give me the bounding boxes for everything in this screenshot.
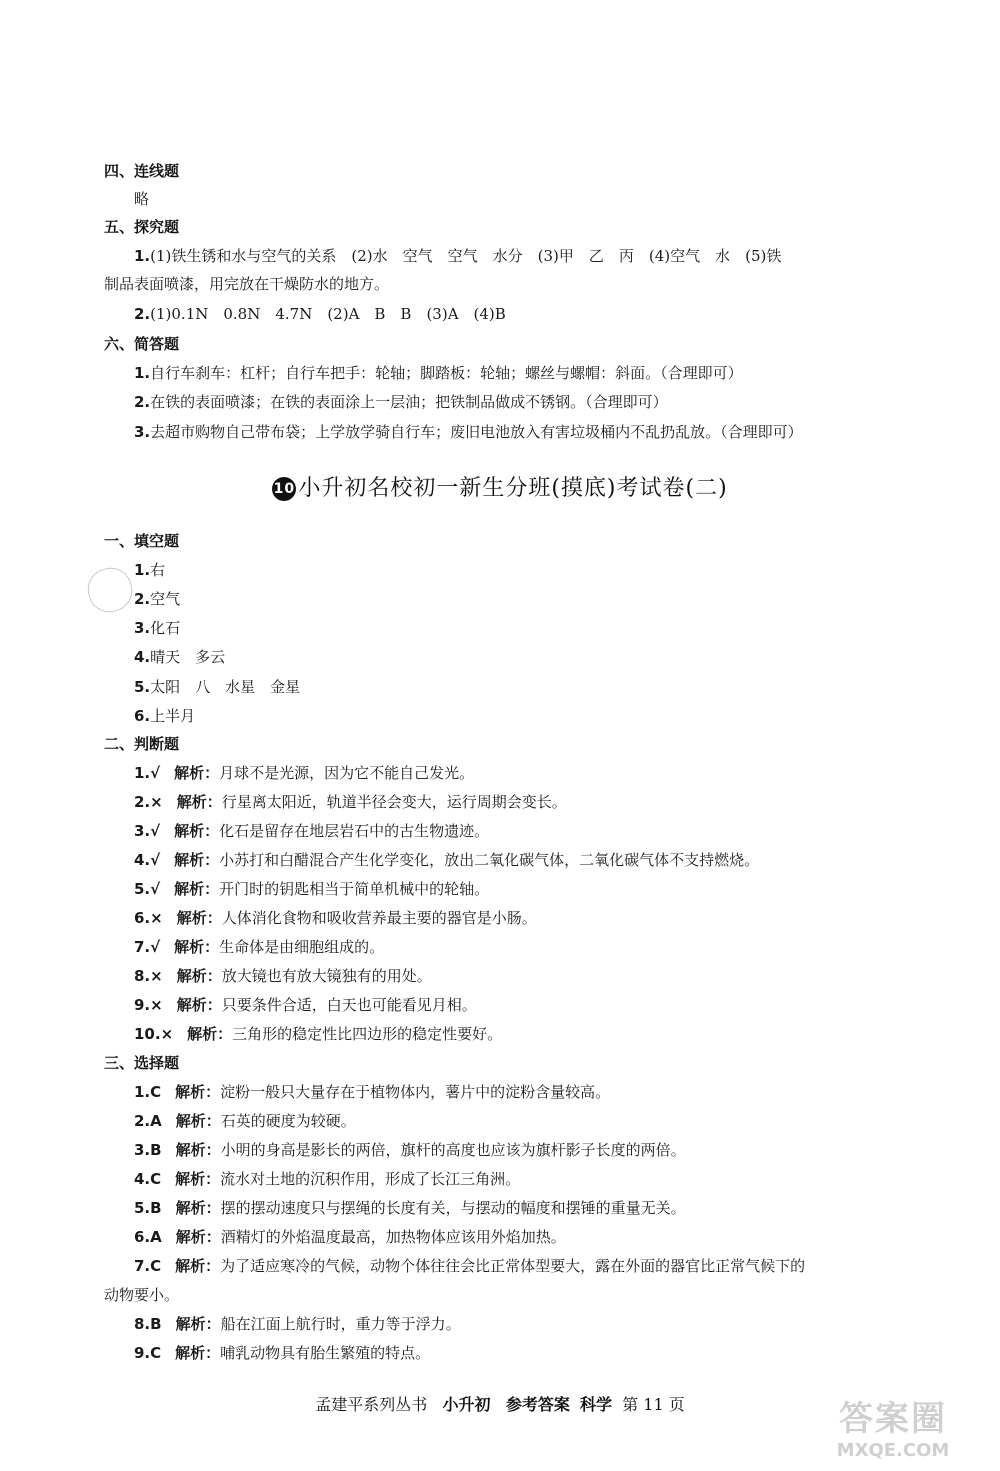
q-number: 4.C [134,1170,162,1188]
fill-item [134,676,300,697]
fill-item [134,588,180,609]
analysis-label: 解析： [175,1199,221,1217]
answer-text: (1)0.1N 0.8N 4.7N (2)A B B (3)A (4)B [150,305,506,323]
analysis-text: 开门时的钥匙相当于简单机械中的轮轴。 [219,880,490,898]
analysis-text: 船在江面上航行时，重力等于浮力。 [220,1315,461,1333]
judge-item [134,791,567,812]
judge-item [134,936,384,957]
q-number: 4.√ [134,851,161,869]
analysis-text: 石英的硬度为较硬。 [220,1112,356,1130]
judge-item [134,1023,502,1044]
answer-text: 晴天 多云 [150,648,226,666]
fill-item [134,646,225,667]
choice-item [134,1110,356,1131]
q-number: 1. [134,561,151,579]
matching-answer: 略 [134,190,150,208]
judge-item [134,994,477,1015]
analysis-text: 人体消化食物和吸收营养最主要的器官是小肠。 [221,909,537,927]
analysis-label: 解析： [175,1141,221,1159]
judge-item [134,849,759,870]
q-number: 3. [134,619,151,637]
inquiry-q2 [134,303,506,324]
analysis-text: 小苏打和白醋混合产生化学变化，放出二氧化碳气体，二氧化碳气体不支持燃烧。 [219,851,760,869]
watermark-logo-text: 答案圈 [839,1399,947,1439]
q-number: 1. [134,247,151,265]
section-heading-inquiry: 五、探究题 [104,218,180,236]
q-number: 5.B [134,1199,162,1217]
analysis-text: 摆的摆动速度只与摆绳的长度有关，与摆动的幅度和摆锤的重量无关。 [220,1199,686,1217]
analysis-label: 解析： [175,1083,221,1101]
judge-item [134,965,432,986]
analysis-label: 解析： [176,909,222,927]
judge-item [134,820,489,841]
answer-text: 在铁的表面喷漆；在铁的表面涂上一层油；把铁制品做成不锈钢。（合理即可） [150,393,668,411]
analysis-label: 解析： [176,967,222,985]
analysis-label: 解析： [176,996,222,1014]
choice-item-continuation: 动物要小。 [104,1286,180,1304]
answer-text: 去超市购物自己带布袋；上学放学骑自行车；废旧电池放入有害垃圾桶内不乱扔乱放。（合理即可） [150,423,803,441]
choice-item [134,1255,805,1276]
answer-text: 上半月 [150,707,196,725]
analysis-label: 解析： [174,851,220,869]
analysis-text: 酒精灯的外焰温度最高，加热物体应该用外焰加热。 [220,1228,566,1246]
q-number: 3.B [134,1141,162,1159]
q-number: 2.A [134,1112,162,1130]
q-number: 8.B [134,1315,162,1333]
analysis-text: 为了适应寒冷的气候，动物个体往往会比正常体型要大，露在外面的器官比正常气候下的 [220,1257,806,1275]
q-number: 3. [134,423,151,441]
inquiry-q1-line1 [134,245,781,266]
choice-item [134,1139,686,1160]
short-answer-item [134,391,668,412]
analysis-label: 解析： [175,1257,221,1275]
analysis-text: 化石是留存在地层岩石中的古生物遗迹。 [219,822,490,840]
answer-text: (1)铁生锈和水与空气的关系 (2)水 空气 空气 水分 (3)甲 乙 丙 (4)空气 水 (5)铁 [150,247,782,265]
footer-grade: 小升初 [442,1395,491,1414]
choice-item [134,1197,686,1218]
answer-text: 空气 [150,590,181,608]
analysis-label: 解析： [175,1170,221,1188]
q-number: 1.C [134,1083,162,1101]
q-number: 1.√ [134,764,161,782]
analysis-label: 解析： [174,880,220,898]
analysis-label: 解析： [175,1344,221,1362]
q-number: 6.A [134,1228,162,1246]
q-number: 10.× [134,1025,174,1043]
q-number: 2. [134,590,151,608]
analysis-label: 解析： [175,1228,221,1246]
footer-answer-label: 参考答案 [505,1395,570,1414]
site-watermark [808,1391,978,1461]
q-number: 2. [134,393,151,411]
q-number: 2. [134,305,151,323]
choice-item [134,1226,566,1247]
section-heading-matching: 四、连线题 [104,162,180,180]
section-heading-short-answer: 六、简答题 [104,335,180,353]
q-number: 8.× [134,967,163,985]
footer-subject: 科学 [580,1395,613,1414]
section-heading-fill-blank: 一、填空题 [104,532,180,550]
q-number: 9.× [134,996,163,1014]
choice-item [134,1342,430,1363]
footer-series: 孟建平系列丛书 [315,1395,428,1414]
stamp-mark [84,564,136,616]
analysis-label: 解析： [174,822,220,840]
q-number: 2.× [134,793,163,811]
choice-item [134,1081,610,1102]
analysis-text: 行星离太阳近，轨道半径会变大，运行周期会变长。 [221,793,567,811]
exam-title [0,471,1000,502]
short-answer-item [134,362,743,383]
analysis-label: 解析： [176,793,222,811]
analysis-label: 解析： [175,1112,221,1130]
fill-item [134,559,165,580]
judge-item [134,907,537,928]
exam-title-text: 小升初名校初一新生分班(摸底)考试卷(二) [298,476,728,501]
analysis-text: 流水对土地的沉积作用，形成了长江三角洲。 [220,1170,521,1188]
answer-text: 右 [150,561,166,579]
section-heading-true-false: 二、判断题 [104,735,180,753]
analysis-text: 淀粉一般只大量存在于植物体内，薯片中的淀粉含量较高。 [220,1083,611,1101]
analysis-text: 月球不是光源，因为它不能自己发光。 [219,764,475,782]
judge-item [134,878,489,899]
exam-number-badge: 10 [272,477,296,501]
analysis-text: 小明的身高是影长的两倍，旗杆的高度也应该为旗杆影子长度的两倍。 [220,1141,686,1159]
analysis-label: 解析： [174,938,220,956]
watermark-url: MXQE.COM [836,1440,950,1461]
fill-item [134,705,195,726]
q-number: 3.√ [134,822,161,840]
short-answer-item [134,421,803,442]
q-number: 6.× [134,909,163,927]
answer-text: 化石 [150,619,181,637]
q-number: 7.C [134,1257,162,1275]
q-number: 4. [134,648,151,666]
analysis-text: 只要条件合适，白天也可能看见月相。 [221,996,477,1014]
analysis-label: 解析： [187,1025,233,1043]
analysis-label: 解析： [175,1315,221,1333]
q-number: 7.√ [134,938,161,956]
analysis-text: 放大镜也有放大镜独有的用处。 [221,967,432,985]
analysis-label: 解析： [174,764,220,782]
q-number: 9.C [134,1344,162,1362]
section-heading-multiple-choice: 三、选择题 [104,1054,180,1072]
page-number: 第 11 页 [622,1395,685,1414]
q-number: 5. [134,678,151,696]
analysis-text: 哺乳动物具有胎生繁殖的特点。 [220,1344,431,1362]
inquiry-q1-line2: 制品表面喷漆，用完放在干燥防水的地方。 [104,275,390,293]
q-number: 5.√ [134,880,161,898]
answer-text: 太阳 八 水星 金星 [150,678,301,696]
fill-item [134,617,180,638]
judge-item [134,762,474,783]
q-number: 1. [134,364,151,382]
analysis-text: 生命体是由细胞组成的。 [219,938,385,956]
choice-item [134,1313,461,1334]
q-number: 6. [134,707,151,725]
choice-item [134,1168,520,1189]
answer-text: 自行车刹车：杠杆；自行车把手：轮轴；脚踏板：轮轴；螺丝与螺帽：斜面。（合理即可） [150,364,743,382]
analysis-text: 三角形的稳定性比四边形的稳定性要好。 [232,1025,503,1043]
